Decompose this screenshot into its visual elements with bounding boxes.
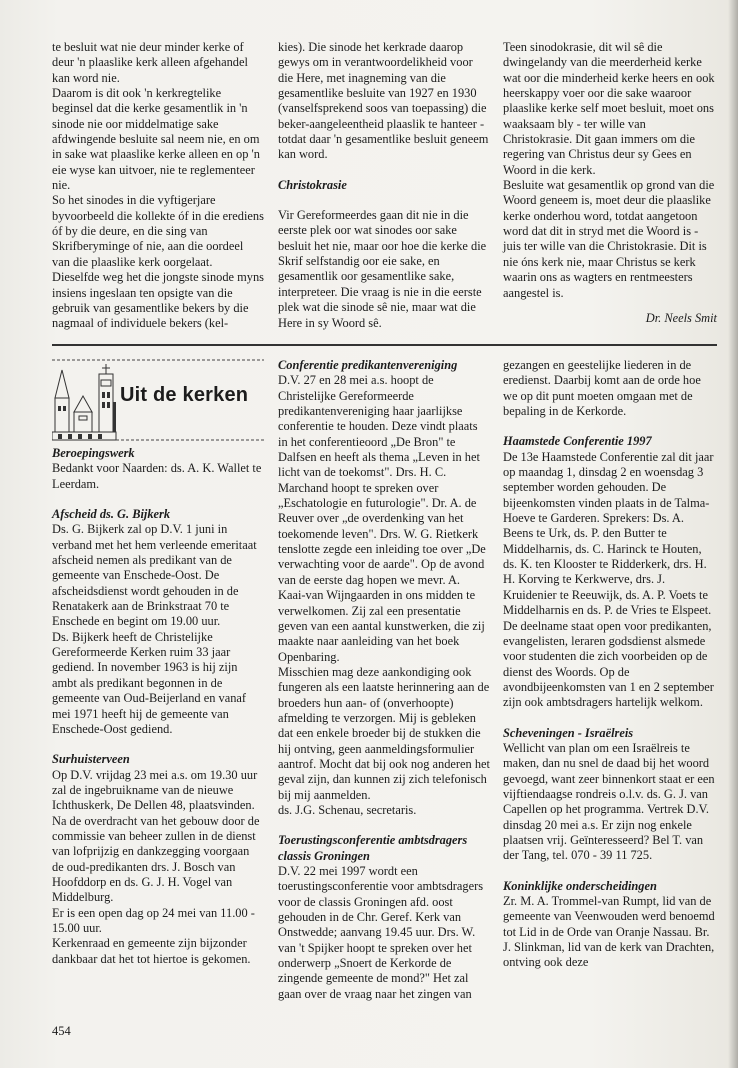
paragraph: Ds. Bijkerk heeft de Christelijke Gereformeerde Kerken ruim 33 jaar gediend. In november 1963 is hij zijn ambt als predikant begonnen in de gemeente van Oud-Beijerland en vanaf mei 1971 heeft hij de gemeente van Enschede-Oost gediend.: [52, 629, 247, 736]
paragraph: Kerkenraad en gemeente zijn bijzonder dankbaar dat het tot hiertoe is gekomen.: [52, 936, 251, 966]
heading-surhuisterveen: Surhuisterveen: [52, 752, 130, 767]
heading-haamstede: Haamstede Conferentie 1997: [503, 434, 652, 449]
section-logo: [52, 358, 264, 442]
top-column-3: [503, 40, 717, 326]
heading-conferentie: Conferentie predikantenvereniging: [278, 358, 458, 372]
paragraph: gezangen en geestelijke liederen in de eredienst. Daarbij komt aan de orde hoe we op dit punt moeten omgaan met de bepaling in de Kerkorde.: [503, 358, 701, 419]
heading-afscheid: Afscheid ds. G. Bijkerk: [52, 507, 171, 522]
heading-scheveningen: Scheveningen - Israëlreis: [503, 725, 634, 740]
author-signature: Dr. Neels Smit: [645, 310, 717, 325]
paragraph: ds. J.G. Schenau, secretaris.: [278, 802, 417, 817]
paragraph: So het sinodes in die vyftigerjare byvoorbeeld die kollekte óf in die erediens óf by die deure, en die sing van Skrifberyminge of nie, aan die oordeel van die plaaslike kerk oorgelaat.: [52, 193, 264, 269]
paragraph: De 13e Haamstede Conferentie zal dit jaar op maandag 1, dinsdag 2 en woensdag 3 september worden gehouden. De bijeenkomsten vinden plaats in de Talma-Hoeve te Garderen. Sprekers: Ds. A. Beens te Urk, ds. P. den Butter te Middelharnis, ds. C. Harinck te Houten, ds. K. ten Klooster te Ridderkerk, drs. H. H. Korving te Kerkwerve, drs. J. Kruidenier te Reeuwijk, ds. A. P. Voets te Middelharnis en ds. P. de Vries te Elspeet. De deelname staat open voor predikanten, evangelisten, leraren godsdienst alsmede voor studenten die zich voorbeiden op de dienst des Woords. Op de avondbijeenkomsten van 1 en 2 september zijn ook ambtsdragers hartelijk welkom.: [503, 449, 714, 710]
top-column-2: [278, 40, 490, 331]
paragraph: Teen sinodokrasie, dit wil sê die dwingelandy van die meerderheid kerke wat oor die minderheid kerke heers en ook heerskappy voer oor die sake waaroor plaaslike kerke self moet besluit, moet ons waaksaam bly - ter wille van Christokrasie. Dit gaan immers om die regering van Christus deur sy Gees en Woord in die kerk.: [503, 40, 715, 177]
paragraph: Daarom is dit ook 'n kerkregtelike beginsel dat die kerke gesamentlik in 'n sinode nie oor middelmatige sake afdwingende besluite sal neem nie, en om in sake wat plaaslike kerke alleen en op 'n eie wyse kan uitvoer, nie te reglementeer nie.: [52, 86, 260, 193]
paragraph: Dieselfde weg het die jongste sinode myns insiens ingeslaan ten opsigte van die gebruik van gesamentlike bekers by die nagmaal of individuele bekers (kel-: [52, 270, 264, 331]
paragraph: Bedankt voor Naarden: ds. A. K. Wallet te Leerdam.: [52, 461, 262, 491]
paragraph: Misschien mag deze aankondiging ook fungeren als een laatste herinnering aan de broeders hun aan- of (onverhoopte) afmelding te verzorgen. Mij is gebleken dat een enkele broeder bij de stukken die hij ontving, geen aanmeldingsformulier aantrof. Mocht dat bij ook nog anderen het geval zijn, dan kunnen zij zich telefonisch bij mij aanmelden.: [278, 664, 490, 802]
section-title: Uit de kerken: [120, 384, 249, 406]
heading-toerusting: Toerustingsconferentie ambtsdragers classis Groningen: [278, 833, 468, 863]
paragraph: kies). Die sinode het kerkrade daarop gewys om in verantwoordelikheid voor die Here, met inagneming van die gesamentlike besluite van 1927 en 1930 (vanselfsprekend soos van toepassing) die beker-aangeleentheid plaaslik te hanteer - totdat daar 'n gesamentlike besluit geneem kan word.: [278, 40, 489, 162]
section-heading-christokrasie: Christokrasie: [278, 177, 347, 192]
heading-onderscheidingen: Koninklijke onderscheidingen: [503, 878, 657, 893]
bottom-column-2: [278, 358, 490, 1002]
paragraph: Ds. G. Bijkerk zal op D.V. 1 juni in verband met het hem verleende emeritaat afscheid nemen als predikant van de gemeente van Enschede-Oost. De afscheidsdienst wordt gehouden in de Renatakerk aan de Brinkstraat 70 te Enschede en begint om 19.00 uur.: [52, 522, 257, 629]
bottom-column-1: [52, 358, 264, 967]
bottom-column-3: [503, 358, 717, 971]
top-column-1: [52, 40, 264, 332]
page-number: 454: [52, 1024, 71, 1038]
page-edge-shadow: [728, 0, 738, 1068]
paragraph: D.V. 22 mei 1997 wordt een toerustingsconferentie voor ambtsdragers voor de classis Groningen afd. oost gehouden in de Chr. Geref. Kerk van Onstwedde; aanvang 19.45 uur. Drs. W. van 't Spijker hoopt te spreken over het onderwerp „Snoert de Kerkorde de zingende gemeente de mond?" Het zal gaan over de vraag naar het zingen van: [278, 864, 484, 1001]
paragraph: Vir Gereformeerdes gaan dit nie in die eerste plek oor wat sinodes oor sake besluit het nie, maar oor hoe die kerke die Skrif selfstandig oor eie sake, en gesamentlik oor gesamentlike sake, interpreteer. Die vraag is nie in die eerste plek wat die sinode sê nie, maar wat die Here in sy Woord sê.: [278, 208, 487, 330]
paragraph: Op D.V. vrijdag 23 mei a.s. om 19.30 uur zal de ingebruikname van de nieuwe Ichthuskerk, De Dellen 48, plaatsvinden. Na de overdracht van het gebouw door de commissie van beheer zullen in de dienst van lofprijzig en dankzegging voorgaan de oud-predikanten drs. J. Bosch van Hoofddorp en ds. G. J. H. Vogel van Middelburg.: [52, 767, 260, 905]
paragraph: te besluit wat nie deur minder kerke of deur 'n plaaslike kerk alleen afgehandel kan word nie.: [52, 40, 248, 85]
paragraph: D.V. 27 en 28 mei a.s. hoopt de Christelijke Gereformeerde predikantenvereniging haar jaarlijkse conferentie te houden. Deze vindt plaats in het conferentieoord „De Bron" te Dalfsen en heeft als thema „Leven in het licht van de toekomst". Drs. H. C. Marchand hoopt te spreken over „Eschatologie en futurologie". Dr. A. de Reuver over „de overdenking van het toekomende leven". Drs. W. G. Rietkerk tenslotte zegde een inleiding toe over „De verwachting voor de aarde". Op de avond van de eerste dag hopen we mevr. A. Kaai-van Wijngaarden in ons midden te verwelkomen. Zij zal een presentatie geven van een aantal kunstwerken, die zij maakte naar aanleiding van het boek Openbaring.: [278, 373, 486, 664]
heading-beroepingswerk: Beroepingswerk: [52, 446, 135, 460]
paragraph: Zr. M. A. Trommel-van Rumpt, lid van de gemeente van Veenwouden werd benoemd tot Lid in de Orde van Oranje Nassau. Br. J. Slinkman, lid van de kerk van Drachten, ontving ook deze: [503, 894, 715, 970]
section-divider: [52, 344, 717, 346]
paragraph: Besluite wat gesamentlik op grond van die Woord geneem is, moet deur die plaaslike kerke onderhou word, totdat aangetoon word dat dit in stryd met die Woord is - juis ter wille van die Christokrasie. Dit is nie óns kerk nie, maar Christus se kerk waarin ons as wagters en rentmeesters aangestel is.: [503, 178, 715, 300]
paragraph: Er is een open dag op 24 mei van 11.00 - 15.00 uur.: [52, 905, 255, 935]
paragraph: Wellicht van plan om een Israëlreis te maken, dan nu snel de daad bij het woord gevoegd, want zeer binnenkort staat er een vijftiendaagse rondreis o.l.v. ds. G. J. van Capellen op het programma. Vertrek D.V. dinsdag 20 mei a.s. Er zijn nog enkele plaatsen vrij. Geïnteresseerd? Bel T. van der Tang, tel. 070 - 39 11 725.: [503, 740, 715, 863]
